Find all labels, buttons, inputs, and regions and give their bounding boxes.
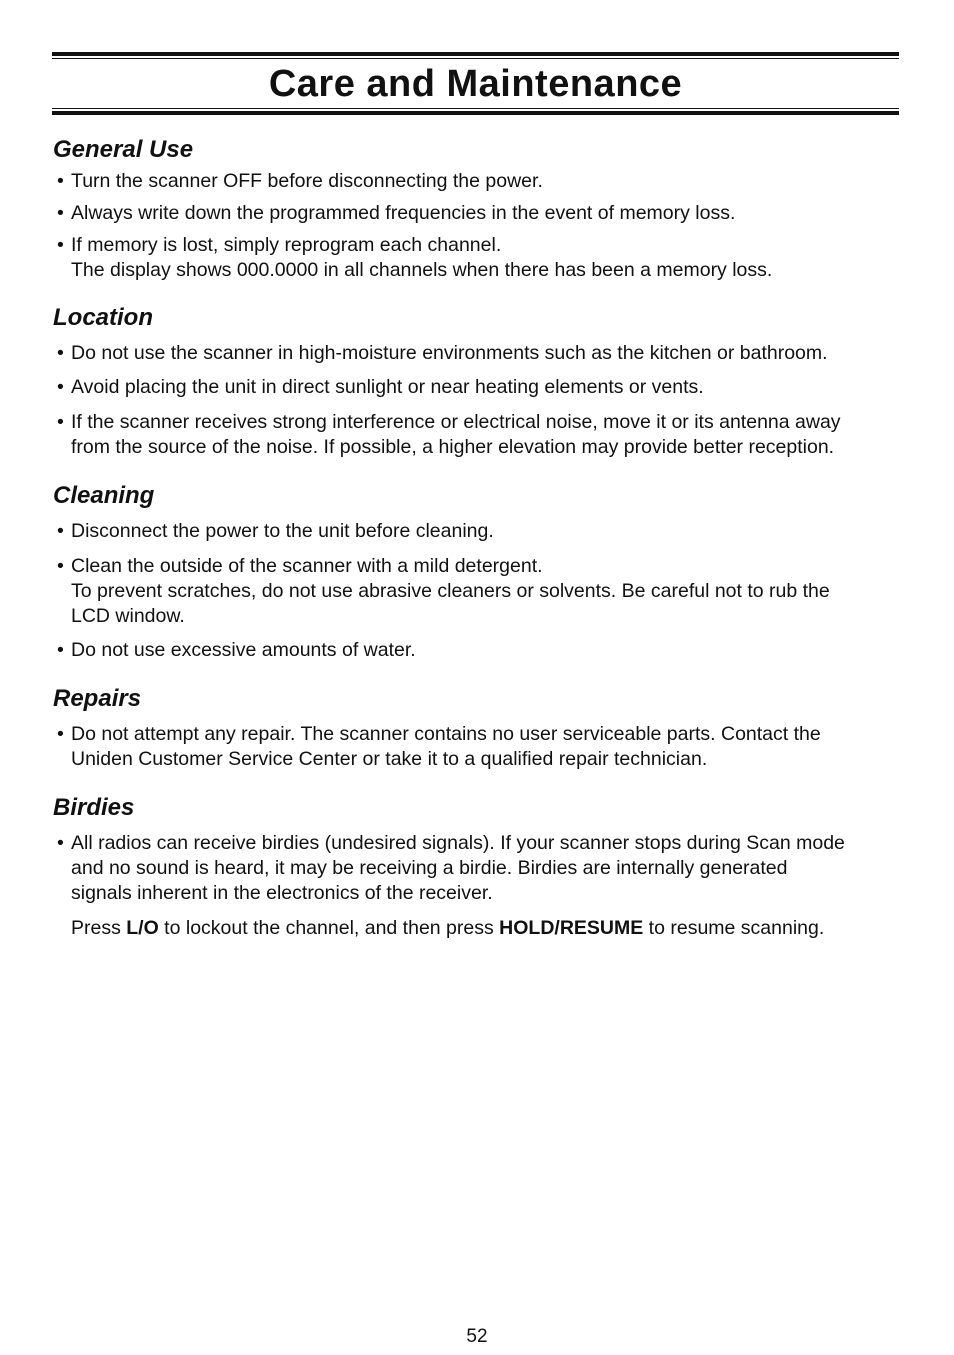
- list-item: • If the scanner receives strong interference or electrical noise, move it or its antenna away: [57, 411, 841, 433]
- list-item-continuation: and no sound is heard, it may be receiving a birdie. Birdies are internally generated: [71, 857, 788, 879]
- section-general-use: [53, 136, 903, 283]
- list-item: • Turn the scanner OFF before disconnecting the power.: [57, 170, 543, 192]
- list-item-continuation: Uniden Customer Service Center or take it to a qualified repair technician.: [71, 748, 708, 770]
- page-number: 52: [466, 1326, 488, 1347]
- list-item: • Avoid placing the unit in direct sunlight or near heating elements or vents.: [57, 376, 704, 398]
- list-item: • Do not attempt any repair. The scanner contains no user serviceable parts. Contact the: [57, 723, 821, 745]
- list-item-continuation: LCD window.: [71, 605, 185, 627]
- section-birdies: [53, 794, 903, 941]
- page-title: Care and Maintenance: [268, 63, 683, 105]
- list-item: • Do not use excessive amounts of water.: [57, 639, 416, 661]
- section-heading: Birdies: [53, 794, 135, 821]
- list-item: • All radios can receive birdies (undesired signals). If your scanner stops during Scan mode: [57, 832, 845, 854]
- section-heading: General Use: [53, 136, 194, 163]
- section-repairs: [53, 685, 903, 772]
- list-item-continuation: from the source of the noise. If possible, a higher elevation may provide better reception.: [71, 436, 835, 458]
- list-item-continuation: signals inherent in the electronics of the receiver.: [71, 882, 493, 904]
- section-heading: Location: [53, 304, 153, 331]
- list-item-continuation: The display shows 000.0000 in all channels when there has been a memory loss.: [71, 259, 773, 281]
- list-item: • Do not use the scanner in high-moisture environments such as the kitchen or bathroom.: [57, 342, 828, 364]
- top-rule-thin: [52, 58, 899, 59]
- key-lo: L/O: [126, 917, 159, 939]
- bottom-rule-thick: [52, 111, 899, 115]
- title-block: [52, 52, 899, 115]
- section-heading: Cleaning: [53, 482, 155, 509]
- section-heading: Repairs: [53, 685, 142, 712]
- key-hold-resume: HOLD/RESUME: [499, 917, 644, 939]
- section-location: [53, 304, 903, 460]
- press-instruction: Press L/O to lockout the channel, and then press HOLD/RESUME to resume scanning.: [71, 917, 825, 939]
- list-item: • Always write down the programmed frequencies in the event of memory loss.: [57, 202, 736, 224]
- section-cleaning: [53, 482, 903, 663]
- list-item-continuation: To prevent scratches, do not use abrasive cleaners or solvents. Be careful not to rub the: [71, 580, 830, 602]
- list-item: • Disconnect the power to the unit before cleaning.: [57, 520, 494, 542]
- list-item: • Clean the outside of the scanner with a mild detergent.: [57, 555, 543, 577]
- list-item: • If memory is lost, simply reprogram each channel.: [57, 234, 502, 256]
